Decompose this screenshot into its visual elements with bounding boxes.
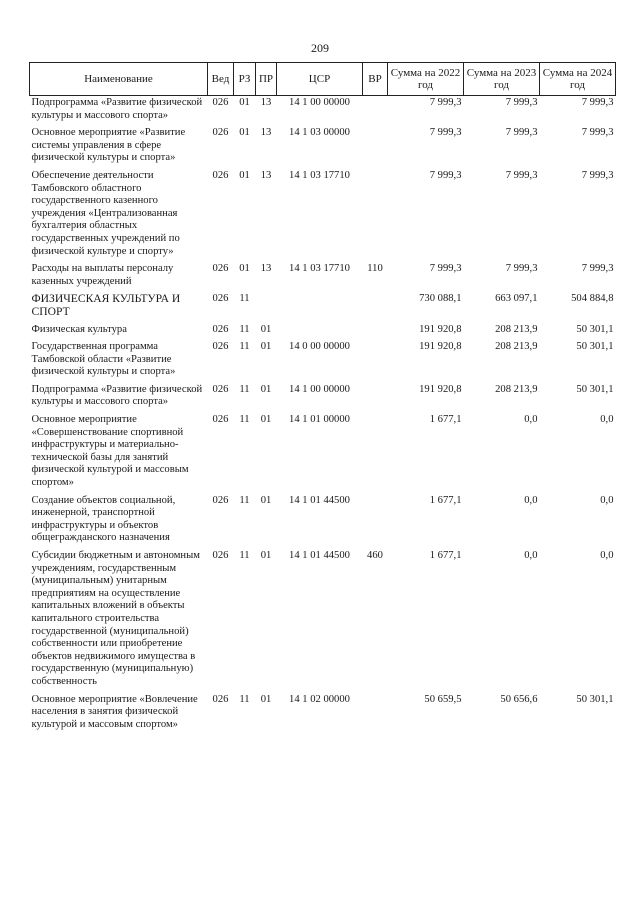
row-vr <box>363 323 388 341</box>
row-sum-2022: 1 677,1 <box>429 414 462 426</box>
header-name: Наименование <box>30 63 208 96</box>
row-sum-2022: 7 999,3 <box>429 169 462 181</box>
table-row <box>30 262 616 292</box>
header-sum-2024: Сумма на 2024 год <box>540 63 616 96</box>
row-ved: 026 <box>212 293 229 305</box>
row-vr <box>363 383 388 413</box>
row-sum-2022: 191 920,8 <box>419 341 462 353</box>
header-pr: ПР <box>256 63 277 96</box>
row-sum-2023: 7 999,3 <box>505 169 538 181</box>
row-pr: 01 <box>260 494 272 506</box>
row-rz: 11 <box>239 494 250 506</box>
row-csr: 14 1 01 44500 <box>289 550 350 561</box>
row-name: Подпрограмма «Развитие физической культуры и массового спорта» <box>31 383 203 408</box>
row-sum-2024: 0,0 <box>600 414 614 426</box>
row-vr <box>363 292 388 322</box>
row-vr <box>363 340 388 383</box>
row-rz: 01 <box>239 263 250 275</box>
row-csr: 14 1 03 17710 <box>289 169 350 181</box>
row-name: Подпрограмма «Развитие физической культуры и массового спорта» <box>31 97 203 121</box>
row-rz: 11 <box>239 323 250 335</box>
row-name: ФИЗИЧЕСКАЯ КУЛЬТУРА И СПОРТ <box>31 292 181 318</box>
row-pr: 01 <box>260 414 272 426</box>
row-rz: 11 <box>239 693 250 705</box>
row-sum-2024: 50 301,1 <box>576 323 614 335</box>
row-sum-2022: 191 920,8 <box>419 383 462 395</box>
row-vr: 460 <box>367 550 383 561</box>
row-csr: 14 1 01 00000 <box>289 414 350 426</box>
row-ved: 026 <box>212 414 229 426</box>
table-row <box>30 413 616 494</box>
table-header-row <box>30 63 616 96</box>
row-pr: 01 <box>260 693 272 705</box>
row-csr: 14 1 00 00000 <box>289 97 350 108</box>
row-name: Обеспечение деятельности Тамбовского областного государственного казенного учреждения «Централизованная бухгалтерия областных государственных учреждений по физической культуре и спорту» <box>31 169 180 257</box>
table-row <box>30 549 616 693</box>
page-number: 209 <box>311 41 329 55</box>
row-name: Расходы на выплаты персоналу казенных учреждений <box>31 263 174 287</box>
row-sum-2023: 663 097,1 <box>495 293 538 305</box>
row-name: Основное мероприятие «Развитие системы управления в сфере физической культуры и спорта» <box>31 127 186 164</box>
row-sum-2022: 1 677,1 <box>429 494 462 506</box>
row-sum-2024: 504 884,8 <box>571 293 614 305</box>
row-sum-2024: 7 999,3 <box>581 97 614 108</box>
row-sum-2024: 7 999,3 <box>581 127 614 139</box>
table-row <box>30 494 616 549</box>
row-ved: 026 <box>212 550 229 561</box>
table-row <box>30 383 616 413</box>
row-rz: 11 <box>239 383 250 395</box>
row-ved: 026 <box>212 341 229 353</box>
row-csr: 14 1 02 00000 <box>289 693 350 705</box>
row-vr <box>363 169 388 262</box>
header-ved: Вед <box>208 63 234 96</box>
row-ved: 026 <box>212 169 229 181</box>
row-name: Государственная программа Тамбовской области «Развитие физической культуры и спорта» <box>31 341 176 378</box>
row-pr: 13 <box>260 127 272 139</box>
row-rz: 11 <box>239 414 250 426</box>
row-vr <box>363 126 388 169</box>
row-sum-2024: 0,0 <box>600 494 614 506</box>
row-ved: 026 <box>212 97 229 108</box>
row-ved: 026 <box>212 323 229 335</box>
row-pr: 01 <box>260 550 272 561</box>
row-rz: 01 <box>239 97 250 108</box>
row-name: Основное мероприятие «Вовлечение населения в занятия физической культурой и массовым спортом» <box>31 693 198 730</box>
row-ved: 026 <box>212 494 229 506</box>
row-sum-2023: 0,0 <box>524 414 538 426</box>
row-sum-2022: 191 920,8 <box>419 323 462 335</box>
row-sum-2024: 7 999,3 <box>581 263 614 275</box>
table-row <box>30 96 616 127</box>
row-sum-2023: 7 999,3 <box>505 263 538 275</box>
row-sum-2024: 50 301,1 <box>576 383 614 395</box>
table-row <box>30 323 616 341</box>
header-sum-2022: Сумма на 2022 год <box>388 63 464 96</box>
row-rz: 01 <box>239 127 250 139</box>
row-vr: 110 <box>367 263 383 275</box>
budget-table <box>29 62 616 735</box>
row-sum-2023: 208 213,9 <box>495 383 538 395</box>
row-pr: 13 <box>260 263 272 275</box>
row-sum-2023: 7 999,3 <box>505 127 538 139</box>
row-ved: 026 <box>212 127 229 139</box>
header-csr: ЦСР <box>277 63 363 96</box>
table-row <box>30 693 616 736</box>
row-sum-2022: 1 677,1 <box>429 550 462 561</box>
row-pr: 01 <box>260 383 272 395</box>
table-row <box>30 126 616 169</box>
row-sum-2022: 7 999,3 <box>429 263 462 275</box>
row-sum-2022: 730 088,1 <box>419 293 462 305</box>
row-name: Основное мероприятие «Совершенствование спортивной инфраструктуры и материально-технической базы для занятий физической культурой и массовым спортом» <box>31 414 189 489</box>
row-rz: 11 <box>239 341 250 353</box>
row-sum-2022: 7 999,3 <box>429 127 462 139</box>
row-csr: 14 0 00 00000 <box>289 341 350 353</box>
row-sum-2023: 208 213,9 <box>495 323 538 335</box>
row-csr: 14 1 01 44500 <box>289 494 350 506</box>
row-csr: 14 1 03 00000 <box>289 127 350 139</box>
row-pr: 01 <box>260 323 272 335</box>
row-sum-2023: 0,0 <box>524 550 538 561</box>
row-pr: 01 <box>260 341 272 353</box>
row-csr <box>277 292 363 322</box>
row-sum-2024: 50 301,1 <box>576 693 614 705</box>
row-sum-2024: 7 999,3 <box>581 169 614 181</box>
row-sum-2023: 50 656,6 <box>500 693 538 705</box>
row-rz: 11 <box>239 293 250 305</box>
row-rz: 01 <box>239 169 250 181</box>
row-sum-2024: 50 301,1 <box>576 341 614 353</box>
row-csr <box>277 323 363 341</box>
table-row <box>30 169 616 262</box>
row-sum-2023: 208 213,9 <box>495 341 538 353</box>
row-csr: 14 1 00 00000 <box>289 383 350 395</box>
row-sum-2022: 50 659,5 <box>424 693 462 705</box>
row-vr <box>363 413 388 494</box>
row-vr <box>363 494 388 549</box>
header-sum-2023: Сумма на 2023 год <box>464 63 540 96</box>
row-csr: 14 1 03 17710 <box>289 263 350 275</box>
row-vr <box>363 693 388 736</box>
row-sum-2023: 0,0 <box>524 494 538 506</box>
row-sum-2023: 7 999,3 <box>505 97 538 108</box>
row-ved: 026 <box>212 383 229 395</box>
row-ved: 026 <box>212 263 229 275</box>
row-vr <box>363 96 388 127</box>
table-row <box>30 340 616 383</box>
row-pr <box>256 292 277 322</box>
row-pr: 13 <box>260 97 272 108</box>
row-pr: 13 <box>260 169 272 181</box>
header-rz: РЗ <box>234 63 256 96</box>
row-ved: 026 <box>212 693 229 705</box>
row-name: Субсидии бюджетным и автономным учреждениям, государственным (муниципальным) унитарным предприятиям на осуществление капитальных вложений в объекты капитального строительства государственной (муниципальной) собственности или приобретение объектов недвижимого имущества в государственную (муниципальную) собственность <box>31 550 200 687</box>
row-sum-2022: 7 999,3 <box>429 97 462 108</box>
row-name: Физическая культура <box>31 323 127 335</box>
table-row <box>30 292 616 322</box>
row-sum-2024: 0,0 <box>600 550 614 561</box>
row-rz: 11 <box>239 550 250 561</box>
row-name: Создание объектов социальной, инженерной, транспортной инфраструктуры и объектов общегражданского назначения <box>31 494 176 544</box>
header-vr: ВР <box>363 63 388 96</box>
